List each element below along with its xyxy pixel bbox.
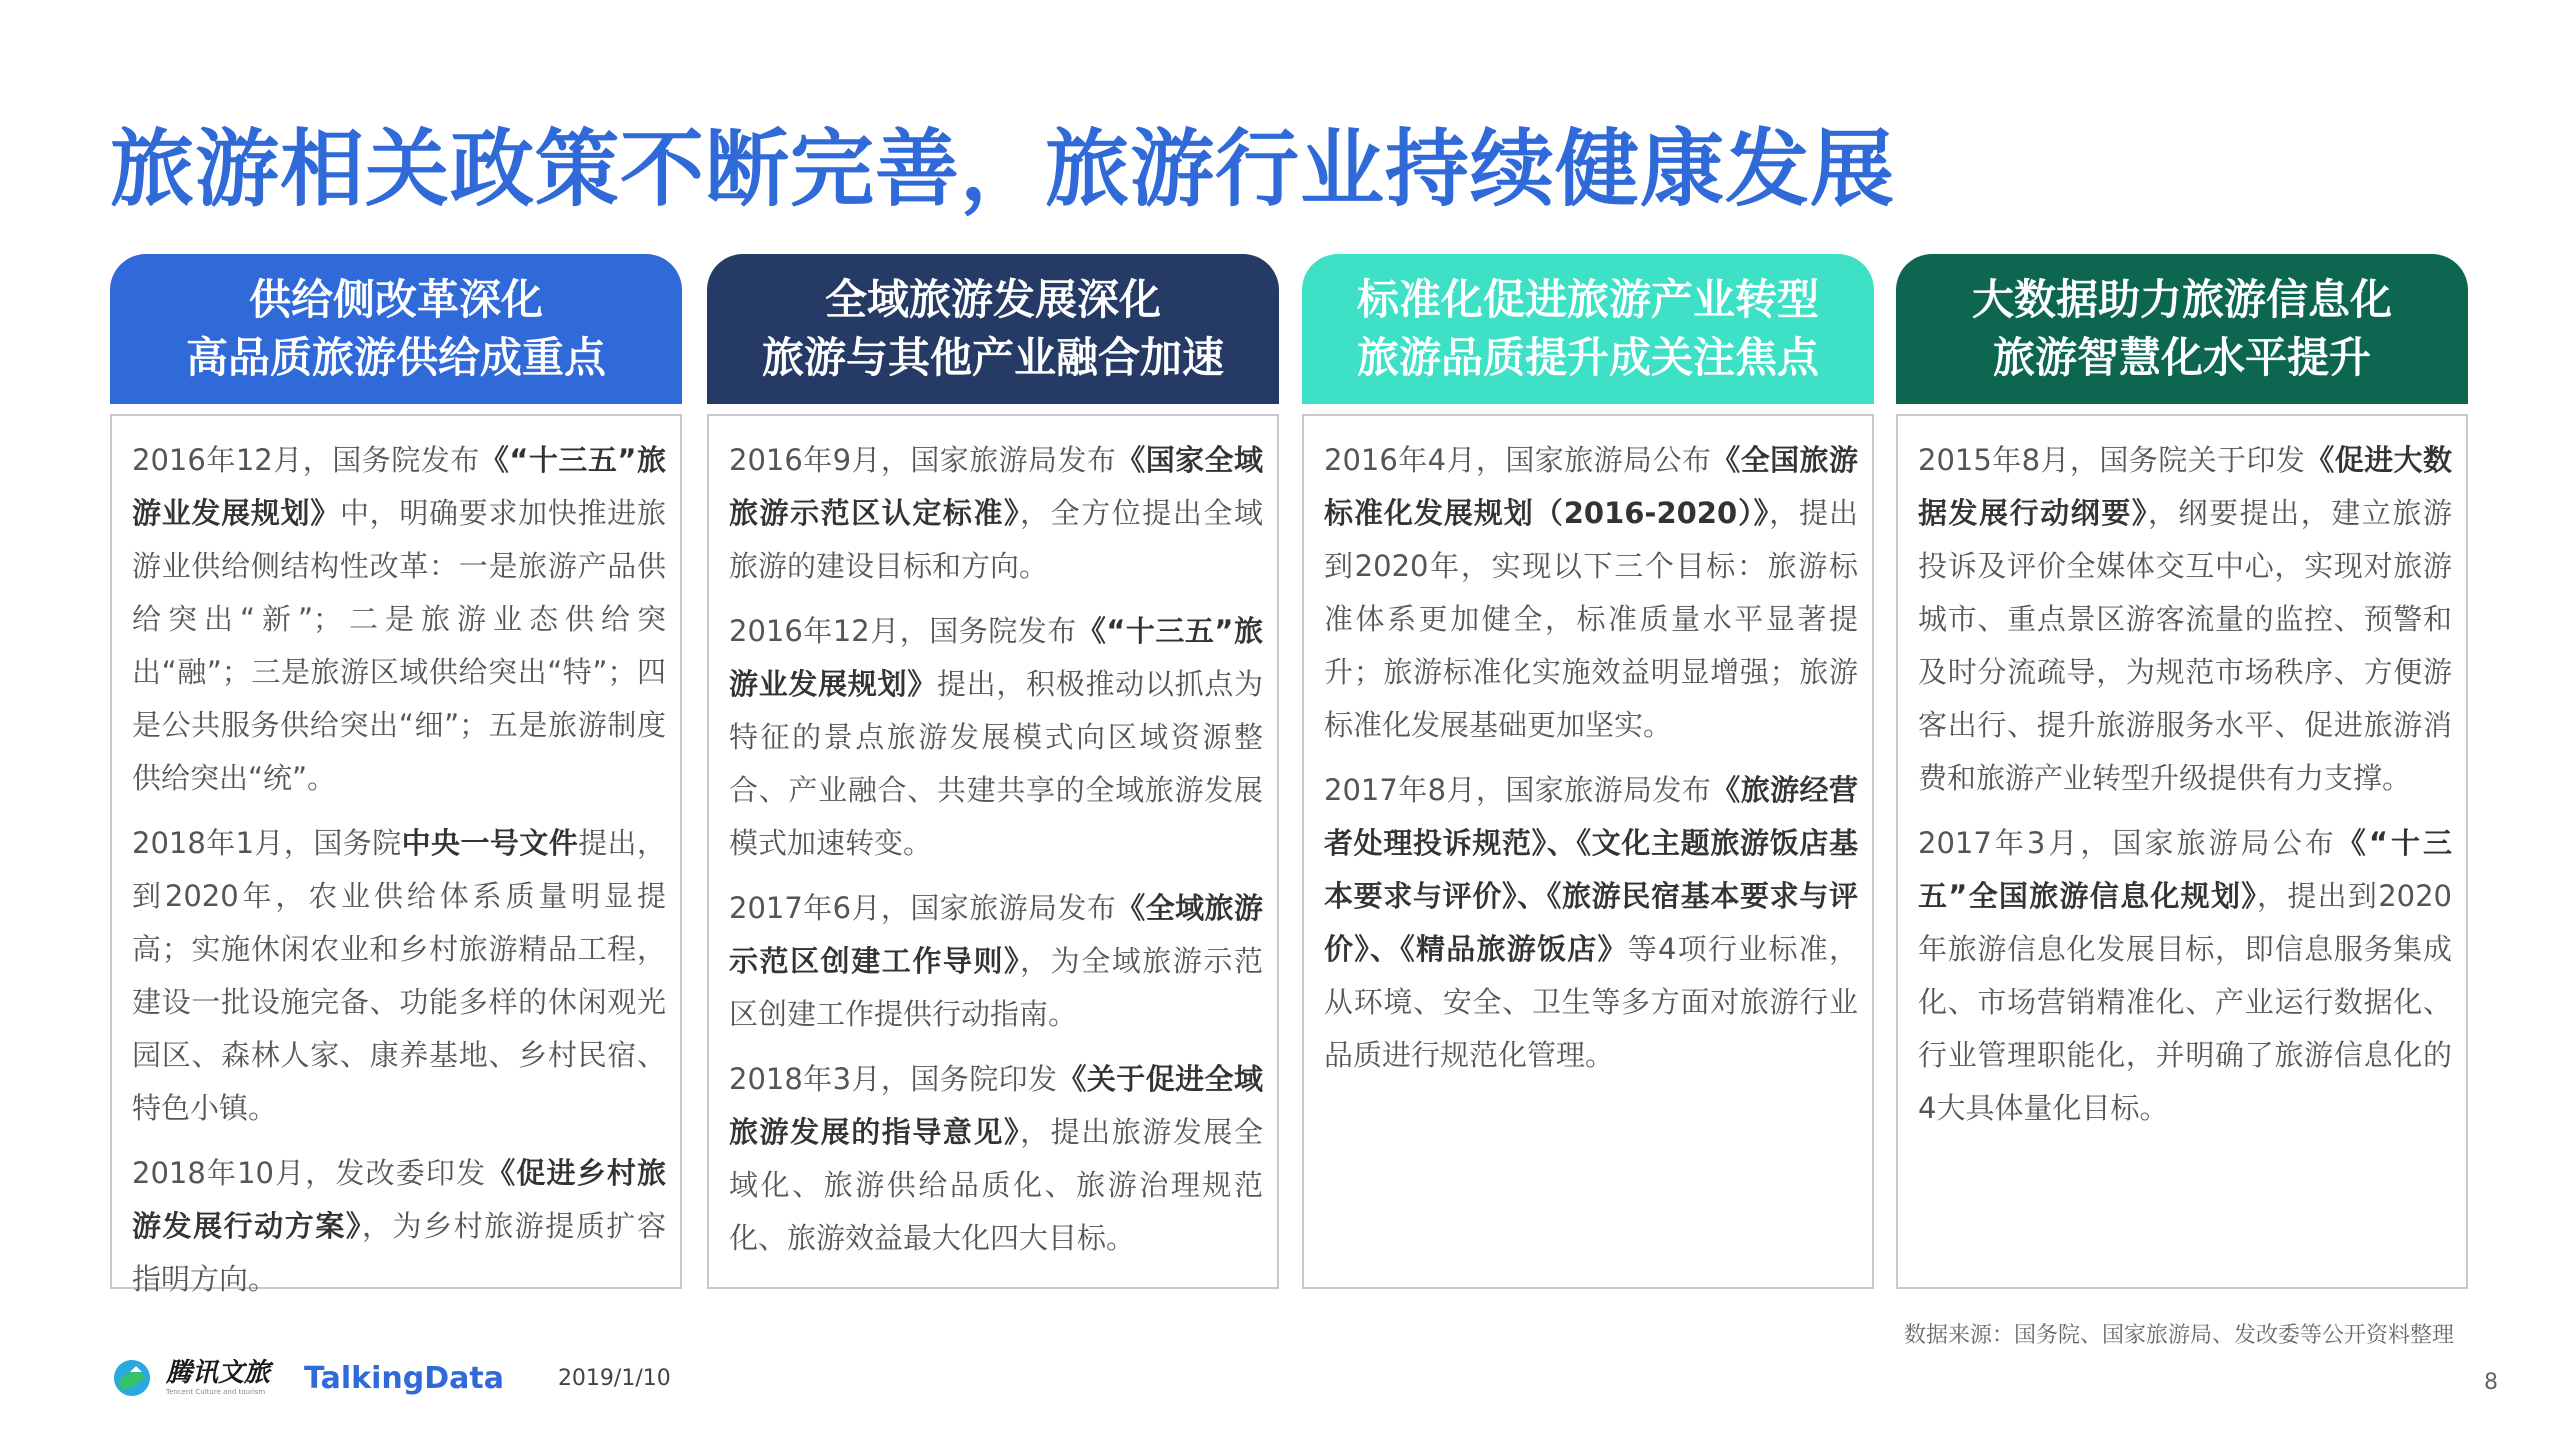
policy-text: 2016年12月，国务院发布 — [132, 443, 480, 477]
policy-text: 提出，到2020年，农业供给体系质量明显提高；实施休闲农业和乡村旅游精品工程，建设一批设施完备、功能多样的休闲观光园区、森林人家、康养基地、乡村民宿、特色小镇。 — [132, 826, 666, 1125]
policy-document-name: 《“十三五”旅游业发展规划》 — [132, 443, 666, 530]
report-date: 2019/1/10 — [557, 1365, 671, 1391]
column-body — [1896, 414, 2468, 1289]
policy-paragraph — [132, 1147, 666, 1306]
policy-text: ，提出到2020年旅游信息化发展目标，即信息服务集成化、市场营销精准化、产业运行数据化、行业管理职能化，并明确了旅游信息化的4大具体量化目标。 — [1918, 879, 2452, 1125]
policy-text: 2017年6月，国家旅游局发布 — [729, 891, 1117, 925]
footer-logos — [112, 1358, 671, 1398]
column-header-line-2: 旅游智慧化水平提升 — [1992, 333, 2371, 382]
policy-text: ，为乡村旅游提质扩容指明方向。 — [132, 1209, 666, 1296]
policy-paragraph — [132, 434, 666, 805]
policy-text: 2018年1月，国务院 — [132, 826, 402, 860]
column-header-line-2: 高品质旅游供给成重点 — [185, 333, 606, 382]
column-header-line-1: 供给侧改革深化 — [248, 275, 543, 324]
policy-column-big-data — [1896, 254, 2468, 1289]
policy-document-name: 《促进大数据发展行动纲要》 — [1918, 443, 2452, 530]
policy-text: ，全方位提出全域旅游的建设目标和方向。 — [729, 496, 1263, 583]
policy-paragraph — [1324, 764, 1858, 1082]
policy-paragraph — [729, 1053, 1263, 1265]
policy-document-name: 《国家全域旅游示范区认定标准》 — [729, 443, 1263, 530]
policy-text: 等4项行业标准，从环境、安全、卫生等多方面对旅游行业品质进行规范化管理。 — [1324, 932, 1858, 1072]
tencent-logo-subtitle: Tencent Culture and tourism — [166, 1388, 266, 1396]
policy-text: 2016年12月，国务院发布 — [729, 614, 1077, 648]
column-header-line-1: 大数据助力旅游信息化 — [1971, 275, 2392, 324]
policy-text: ，纲要提出，建立旅游投诉及评价全媒体交互中心，实现对旅游城市、重点景区游客流量的监控、预警和及时分流疏导，为规范市场秩序、方便游客出行、提升旅游服务水平、促进旅游消费和旅游产业转型升级提供有力支撑。 — [1918, 496, 2452, 795]
column-body — [110, 414, 682, 1296]
policy-text: 提出，积极推动以抓点为特征的景点旅游发展模式向区域资源整合、产业融合、共建共享的全域旅游发展模式加速转变。 — [729, 667, 1263, 860]
column-header-line-1: 标准化促进旅游产业转型 — [1356, 275, 1819, 324]
tencent-culture-tourism-logo-icon — [112, 1358, 152, 1398]
policy-text: 2018年3月，国务院印发 — [729, 1062, 1058, 1096]
policy-text: 2017年8月，国家旅游局发布 — [1324, 773, 1712, 807]
policy-paragraph — [1324, 434, 1858, 752]
column-header-line-2: 旅游品质提升成关注焦点 — [1356, 333, 1819, 382]
data-source-note: 数据来源：国务院、国家旅游局、发改委等公开资料整理 — [1903, 1323, 2454, 1348]
policy-text: 中，明确要求加快推进旅游业供给侧结构性改革：一是旅游产品供给突出“新”；二是旅游业态供给突出“融”；三是旅游区域供给突出“特”；四是公共服务供给突出“细”；五是旅游制度供给突出“统”。 — [132, 496, 666, 795]
policy-document-name: 《全国旅游标准化发展规划（2016-2020）》 — [1324, 443, 1858, 530]
policy-document-name: 《“十三五”全国旅游信息化规划》 — [1918, 826, 2452, 913]
policy-text: 2018年10月，发改委印发 — [132, 1156, 487, 1190]
policy-text: 2017年3月，国家旅游局公布 — [1918, 826, 2337, 860]
policy-column-all-for-one-tourism — [707, 254, 1279, 1289]
column-header — [110, 254, 682, 404]
talkingdata-logo: TalkingData — [304, 1360, 504, 1396]
policy-text: ，提出到2020年，实现以下三个目标：旅游标准体系更加健全，标准质量水平显著提升；旅游标准化实施效益明显增强；旅游标准化发展基础更加坚实。 — [1324, 496, 1858, 742]
policy-text: 2016年9月，国家旅游局发布 — [729, 443, 1117, 477]
column-body — [1302, 414, 1874, 1289]
policy-document-name: 中央一号文件 — [401, 826, 579, 860]
policy-paragraph — [729, 605, 1263, 870]
policy-paragraph — [729, 882, 1263, 1041]
policy-text: 2016年4月，国家旅游局公布 — [1324, 443, 1712, 477]
column-header-line-2: 旅游与其他产业融合加速 — [761, 333, 1224, 382]
policy-paragraph — [1918, 817, 2452, 1135]
column-header — [1302, 254, 1874, 404]
column-header — [707, 254, 1279, 404]
policy-paragraph — [729, 434, 1263, 593]
policy-document-name: 《促进乡村旅游发展行动方案》 — [132, 1156, 666, 1243]
policy-document-name: 《关于促进全域旅游发展的指导意见》 — [729, 1062, 1263, 1149]
policy-document-name: 《“十三五”旅游业发展规划》 — [729, 614, 1263, 701]
policy-document-name: 《全域旅游示范区创建工作导则》 — [729, 891, 1263, 978]
policy-paragraph — [1918, 434, 2452, 805]
page-number: 8 — [2484, 1370, 2498, 1395]
policy-paragraph — [132, 817, 666, 1135]
page-title: 旅游相关政策不断完善，旅游行业持续健康发展 — [110, 120, 1896, 218]
tencent-logo-name: 腾讯文旅 — [166, 1358, 271, 1388]
policy-text: ，提出旅游发展全域化、旅游供给品质化、旅游治理规范化、旅游效益最大化四大目标。 — [729, 1115, 1263, 1255]
policy-column-supply-reform — [110, 254, 682, 1296]
column-header-line-1: 全域旅游发展深化 — [824, 275, 1161, 324]
policy-column-standardization — [1302, 254, 1874, 1289]
policy-text: 2015年8月，国务院关于印发 — [1918, 443, 2306, 477]
policy-document-name: 《旅游经营者处理投诉规范》、《文化主题旅游饭店基本要求与评价》、《旅游民宿基本要求与评价》、《精品旅游饭店》 — [1324, 773, 1858, 966]
column-body — [707, 414, 1279, 1289]
column-header — [1896, 254, 2468, 404]
policy-text: ，为全域旅游示范区创建工作提供行动指南。 — [729, 944, 1263, 1031]
tencent-logo-text — [166, 1360, 270, 1396]
